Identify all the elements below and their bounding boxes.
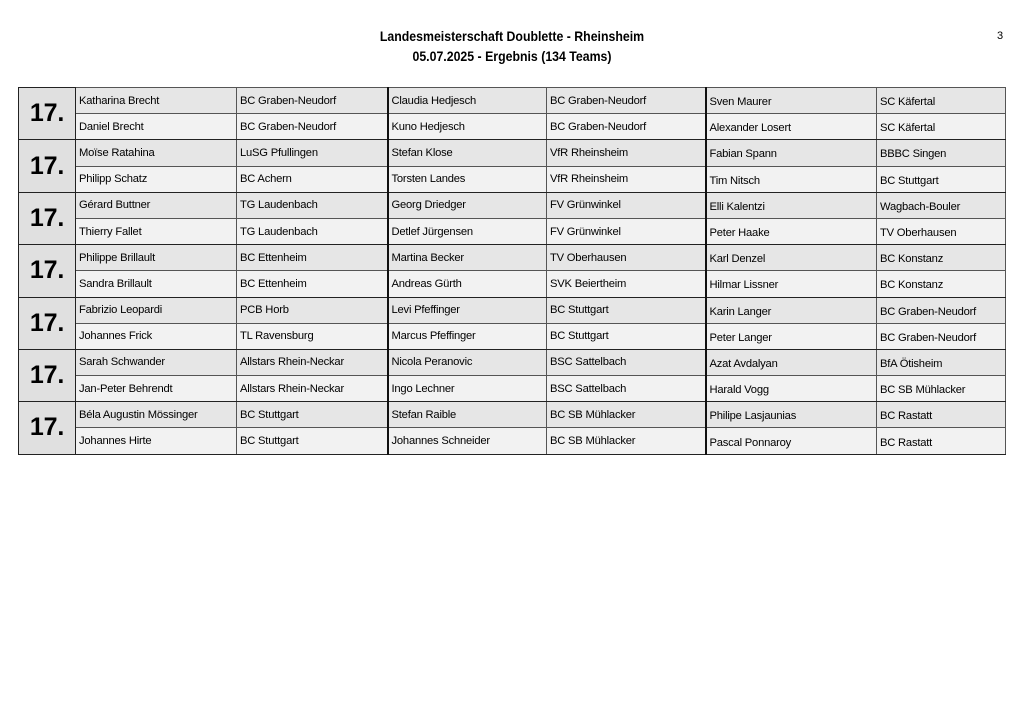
player1-club: TG Laudenbach [237, 192, 388, 218]
player3-club: BBBC Singen [877, 140, 1006, 166]
player3-club: Wagbach-Bouler [877, 192, 1006, 218]
player1-name: Fabrizio Leopardi [76, 297, 237, 323]
player1-name: Jan-Peter Behrendt [76, 376, 237, 402]
player2-name: Claudia Hedjesch [388, 88, 547, 114]
player1-club: BC Stuttgart [237, 428, 388, 454]
rank-cell: 17. [19, 402, 76, 454]
player2-club: BC Stuttgart [547, 323, 706, 349]
player1-name: Johannes Hirte [76, 428, 237, 454]
player2-name: Martina Becker [388, 245, 547, 271]
player1-club: BC Ettenheim [237, 245, 388, 271]
player1-club: Allstars Rhein-Neckar [237, 376, 388, 402]
player1-name: Daniel Brecht [76, 114, 237, 140]
player3-name: Philipe Lasjaunias [706, 402, 877, 428]
player3-name: Karin Langer [706, 297, 877, 323]
player1-name: Thierry Fallet [76, 218, 237, 244]
player3-club: BC Konstanz [877, 245, 1006, 271]
player3-name: Pascal Ponnaroy [706, 428, 877, 454]
player3-club: BC Stuttgart [877, 166, 1006, 192]
table-row [19, 297, 1006, 323]
player2-club: VfR Rheinsheim [547, 140, 706, 166]
player2-club: BC Graben-Neudorf [547, 114, 706, 140]
rank-cell: 17. [19, 88, 76, 140]
player3-club: BC Graben-Neudorf [877, 323, 1006, 349]
player1-club: BC Graben-Neudorf [237, 114, 388, 140]
rank-cell: 17. [19, 349, 76, 401]
page-subtitle: 05.07.2025 - Ergebnis (134 Teams) [412, 48, 612, 64]
player1-name: Moïse Ratahina [76, 140, 237, 166]
table-row [19, 271, 1006, 297]
table-row [19, 245, 1006, 271]
player2-name: Kuno Hedjesch [388, 114, 547, 140]
player3-club: BC Graben-Neudorf [877, 297, 1006, 323]
player3-club: BC Rastatt [877, 428, 1006, 454]
player3-club: BC SB Mühlacker [877, 376, 1006, 402]
player2-club: BC Graben-Neudorf [547, 88, 706, 114]
player2-name: Levi Pfeffinger [388, 297, 547, 323]
player1-club: BC Stuttgart [237, 402, 388, 428]
player2-name: Marcus Pfeffinger [388, 323, 547, 349]
table-row [19, 192, 1006, 218]
player1-name: Béla Augustin Mössinger [76, 402, 237, 428]
player1-club: TG Laudenbach [237, 218, 388, 244]
rank-cell: 17. [19, 297, 76, 349]
player2-club: VfR Rheinsheim [547, 166, 706, 192]
player2-name: Stefan Raible [388, 402, 547, 428]
player3-name: Hilmar Lissner [706, 271, 877, 297]
player3-name: Tim Nitsch [706, 166, 877, 192]
table-row [19, 166, 1006, 192]
player1-name: Philippe Brillault [76, 245, 237, 271]
player1-club: TL Ravensburg [237, 323, 388, 349]
player2-club: BC Stuttgart [547, 297, 706, 323]
table-row [19, 323, 1006, 349]
player3-name: Elli Kalentzi [706, 192, 877, 218]
page-title: Landesmeisterschaft Doublette - Rheinsheim [379, 28, 645, 44]
page-number: 3 [997, 30, 1004, 42]
player1-club: Allstars Rhein-Neckar [237, 349, 388, 375]
player2-club: BC SB Mühlacker [547, 428, 706, 454]
player3-name: Karl Denzel [706, 245, 877, 271]
table-row [19, 140, 1006, 166]
player2-club: BC SB Mühlacker [547, 402, 706, 428]
player2-name: Georg Driedger [388, 192, 547, 218]
table-row [19, 376, 1006, 402]
player1-club: BC Graben-Neudorf [237, 88, 388, 114]
player1-name: Philipp Schatz [76, 166, 237, 192]
table-row [19, 114, 1006, 140]
player3-name: Fabian Spann [706, 140, 877, 166]
player3-name: Peter Langer [706, 323, 877, 349]
player1-club: BC Ettenheim [237, 271, 388, 297]
player2-name: Detlef Jürgensen [388, 218, 547, 244]
player3-club: BC Rastatt [877, 402, 1006, 428]
rank-cell: 17. [19, 192, 76, 244]
player2-club: TV Oberhausen [547, 245, 706, 271]
player3-club: SC Käfertal [877, 114, 1006, 140]
player1-club: LuSG Pfullingen [237, 140, 388, 166]
player2-name: Nicola Peranovic [388, 349, 547, 375]
player2-club: BSC Sattelbach [547, 376, 706, 402]
table-row [19, 88, 1006, 114]
table-row [19, 428, 1006, 454]
player2-name: Johannes Schneider [388, 428, 547, 454]
player3-name: Harald Vogg [706, 376, 877, 402]
player3-club: BfA Ötisheim [877, 349, 1006, 375]
player2-club: SVK Beiertheim [547, 271, 706, 297]
player2-name: Ingo Lechner [388, 376, 547, 402]
player1-name: Johannes Frick [76, 323, 237, 349]
player2-club: BSC Sattelbach [547, 349, 706, 375]
player1-name: Sandra Brillault [76, 271, 237, 297]
rank-cell: 17. [19, 245, 76, 297]
player2-name: Torsten Landes [388, 166, 547, 192]
player1-name: Katharina Brecht [76, 88, 237, 114]
player3-club: BC Konstanz [877, 271, 1006, 297]
player2-club: FV Grünwinkel [547, 192, 706, 218]
player3-name: Alexander Losert [706, 114, 877, 140]
player1-club: PCB Horb [237, 297, 388, 323]
player1-name: Sarah Schwander [76, 349, 237, 375]
player2-name: Andreas Gürth [388, 271, 547, 297]
player1-name: Gérard Buttner [76, 192, 237, 218]
table-row [19, 402, 1006, 428]
player1-club: BC Achern [237, 166, 388, 192]
rank-cell: 17. [19, 140, 76, 192]
player3-name: Azat Avdalyan [706, 349, 877, 375]
player3-name: Peter Haake [706, 218, 877, 244]
player3-club: SC Käfertal [877, 88, 1006, 114]
table-row [19, 349, 1006, 375]
player3-name: Sven Maurer [706, 88, 877, 114]
player3-club: TV Oberhausen [877, 218, 1006, 244]
results-table [18, 87, 1006, 455]
player2-club: FV Grünwinkel [547, 218, 706, 244]
table-row [19, 218, 1006, 244]
player2-name: Stefan Klose [388, 140, 547, 166]
